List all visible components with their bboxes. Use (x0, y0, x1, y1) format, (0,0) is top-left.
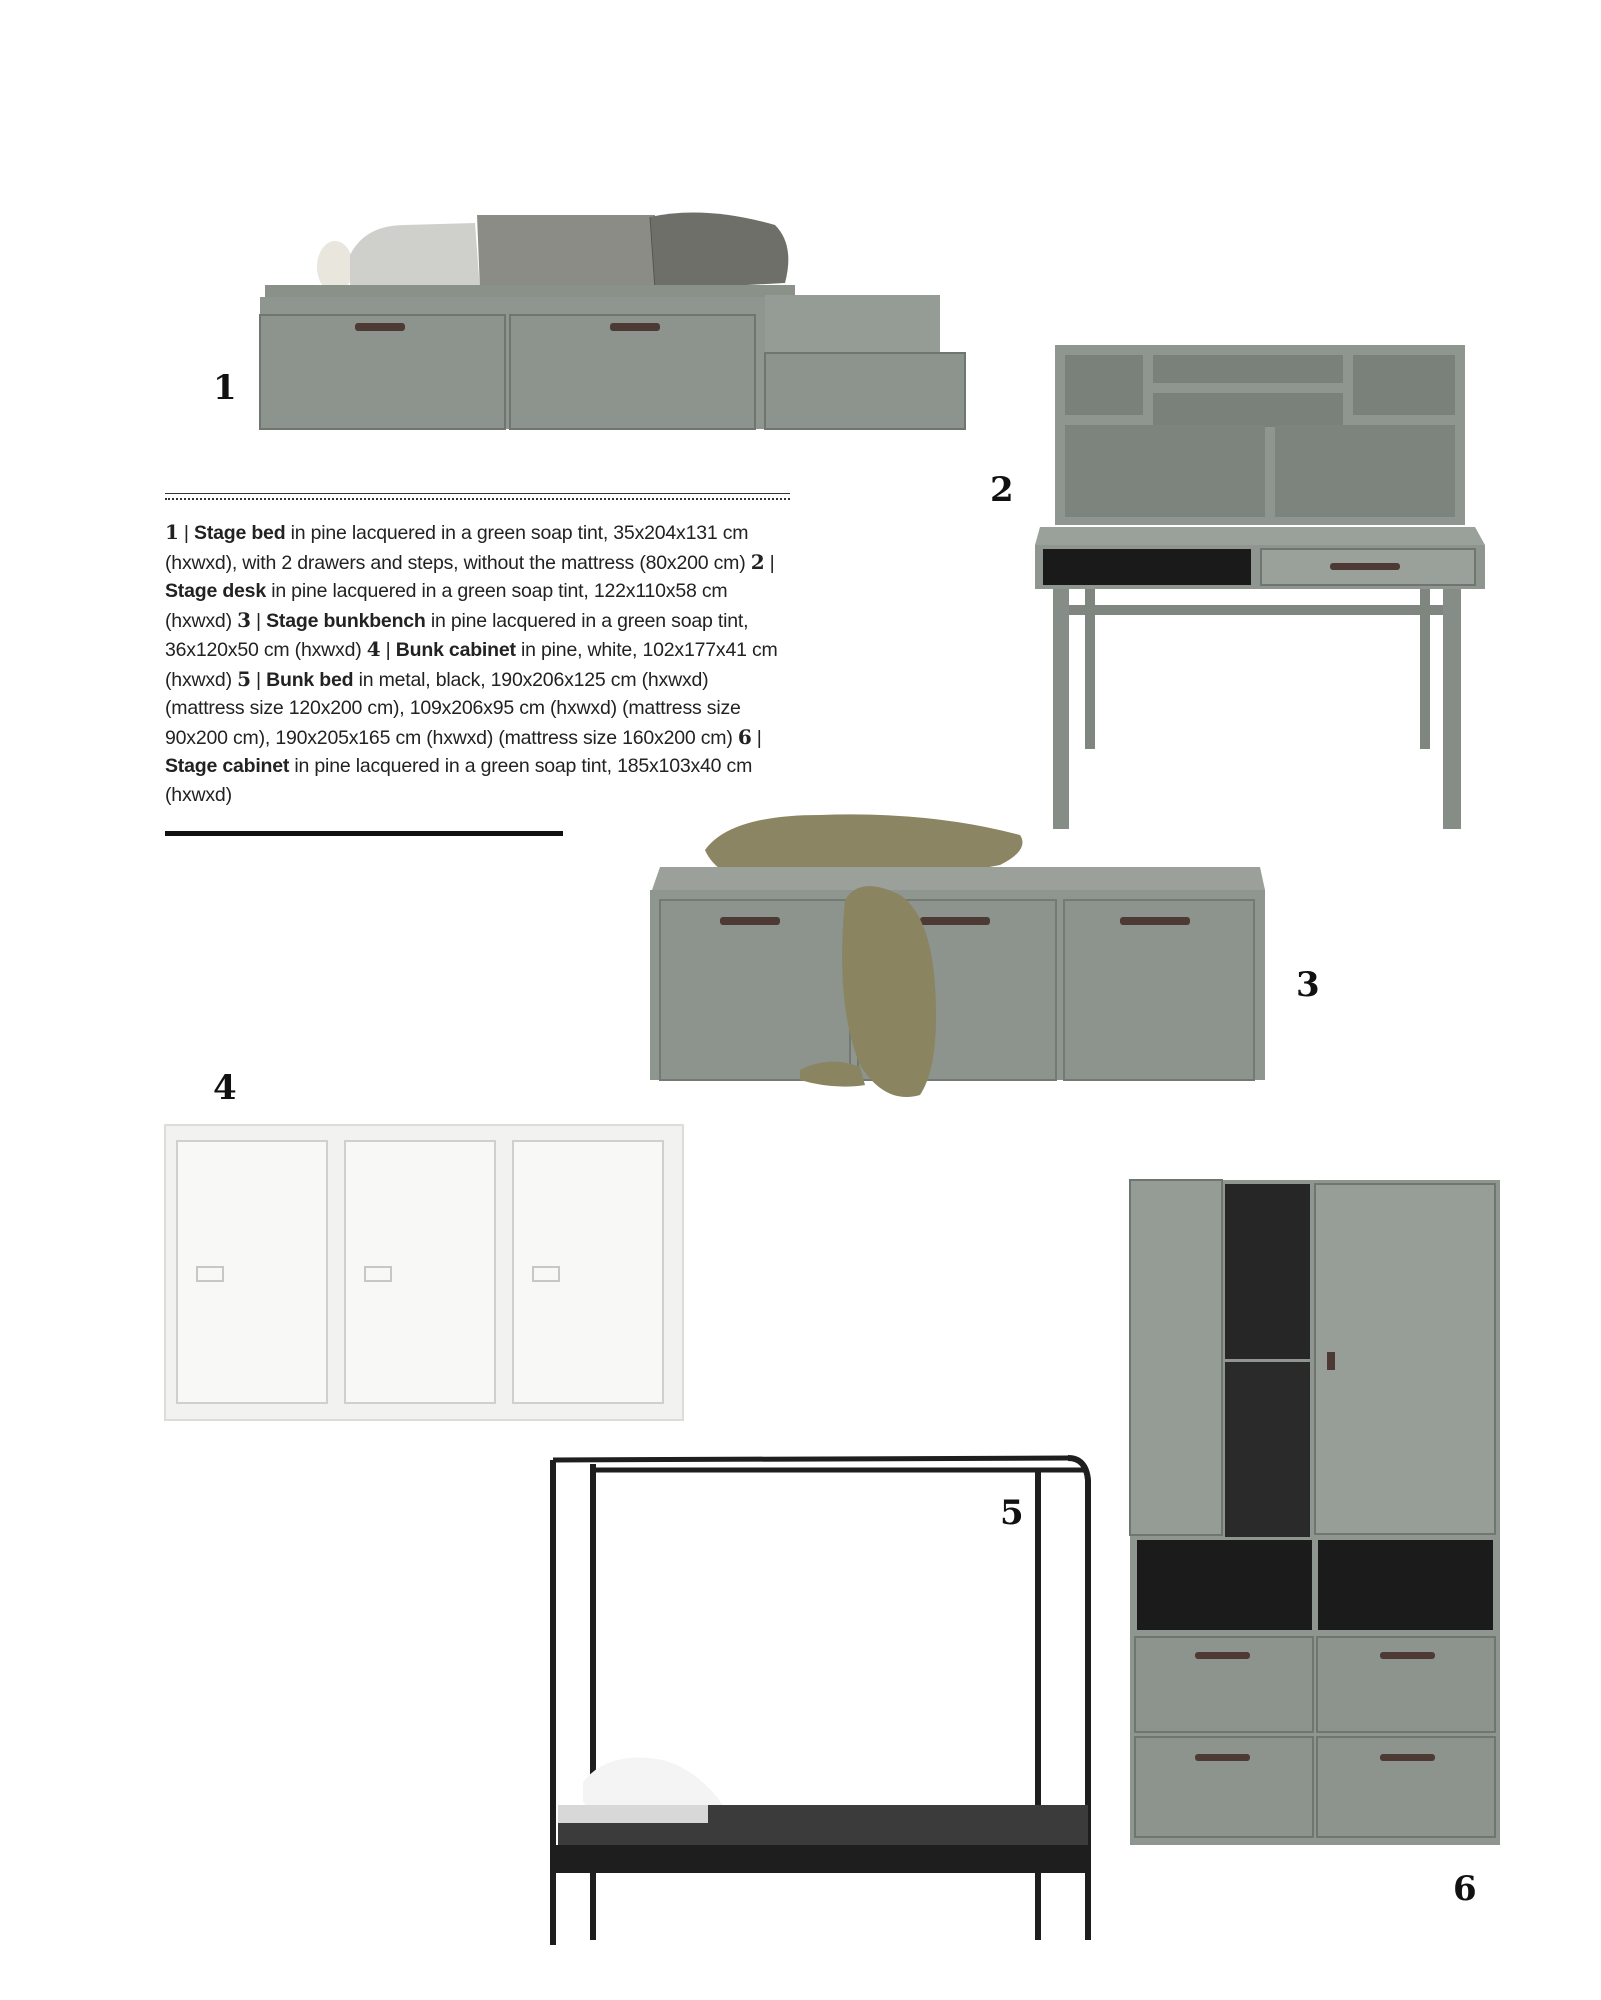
caption-num-3: 3 (237, 607, 251, 632)
caption-rule-dotted (165, 498, 790, 500)
caption-name-1: Stage bed (194, 522, 286, 544)
caption-num-6: 6 (737, 724, 752, 749)
caption-desc-1: in pine lacquered in a green soap tint, 35x204x131 cm (hxwxd), with 2 drawers and steps, without the mattress (80x200 cm) (165, 522, 749, 574)
product-caption: 1 | Stage bed in pine lacquered in a green soap tint, 35x204x131 cm (hxwxd), with 2 drawers and steps, without the mattress (80x200 cm) 2 | Stage desk in pine lacquered in a green soap tint, 122x110x58 cm (hxwxd) 3 | Stage bunkbench in pine lacquered in a green soap tint, 36x120x50 cm (hxwxd) 4 | Bunk cabinet in pine, white, 102x177x41 cm (hxwxd) 5 | Bunk bed in metal, black, 190x206x125 cm (hxwxd) (mattress size 120x200 cm), 109x206x95 cm (hxwxd) (mattress size 90x200 cm), 190x205x165 cm (hxwxd) (mattress size 160x200 cm) 6 | Stage cabinet in pine lacquered in a green soap tint, 185x103x40 cm (hxwxd) (165, 520, 778, 806)
caption-num-4: 4 (366, 637, 381, 661)
caption-rule-bottom (165, 831, 563, 836)
caption-num-5: 5 (237, 666, 251, 691)
caption-name-2: Stage desk (165, 580, 266, 602)
caption-desc-2: in pine lacquered in a green soap tint, 122x110x58 cm (hxwxd) (165, 580, 728, 632)
caption-desc-3: in pine lacquered in a green soap tint, 36x120x50 cm (hxwxd) (165, 609, 749, 661)
caption-name-6: Stage cabinet (165, 755, 290, 777)
caption-name-5: Bunk bed (266, 668, 354, 691)
caption-num-2: 2 (750, 549, 765, 574)
product-label-2: 2 (990, 470, 1014, 510)
caption-name-3: Stage bunkbench (266, 609, 426, 632)
product-label-1: 1 (213, 368, 237, 408)
product-label-5: 5 (1000, 1493, 1024, 1533)
stage-bunkbench-image (640, 805, 1270, 1105)
bunk-cabinet-image (165, 1125, 685, 1420)
bunk-bed-image (548, 1450, 1098, 1950)
caption-desc-4: in pine, white, 102x177x41 cm (hxwxd) (165, 639, 778, 691)
stage-desk-image (1035, 345, 1485, 835)
caption-desc-5: in metal, black, 190x206x125 cm (hxwxd) (mattress size 120x200 cm), 109x206x95 cm (hxwxd) (mattress size 90x200 cm), 190x205x165 cm (hxwxd) (mattress size 160x200 cm) (165, 668, 741, 749)
stage-cabinet-image (1125, 1172, 1505, 1852)
caption-rule-top (165, 493, 790, 494)
caption-desc-6: in pine lacquered in a green soap tint, 185x103x40 cm (hxwxd) (165, 755, 753, 806)
caption-name-4: Bunk cabinet (395, 639, 516, 661)
product-label-4: 4 (213, 1068, 237, 1108)
caption-num-1: 1 (165, 520, 179, 544)
product-label-3: 3 (1296, 965, 1320, 1005)
product-label-6: 6 (1453, 1869, 1477, 1909)
stage-bed-image (255, 205, 970, 435)
